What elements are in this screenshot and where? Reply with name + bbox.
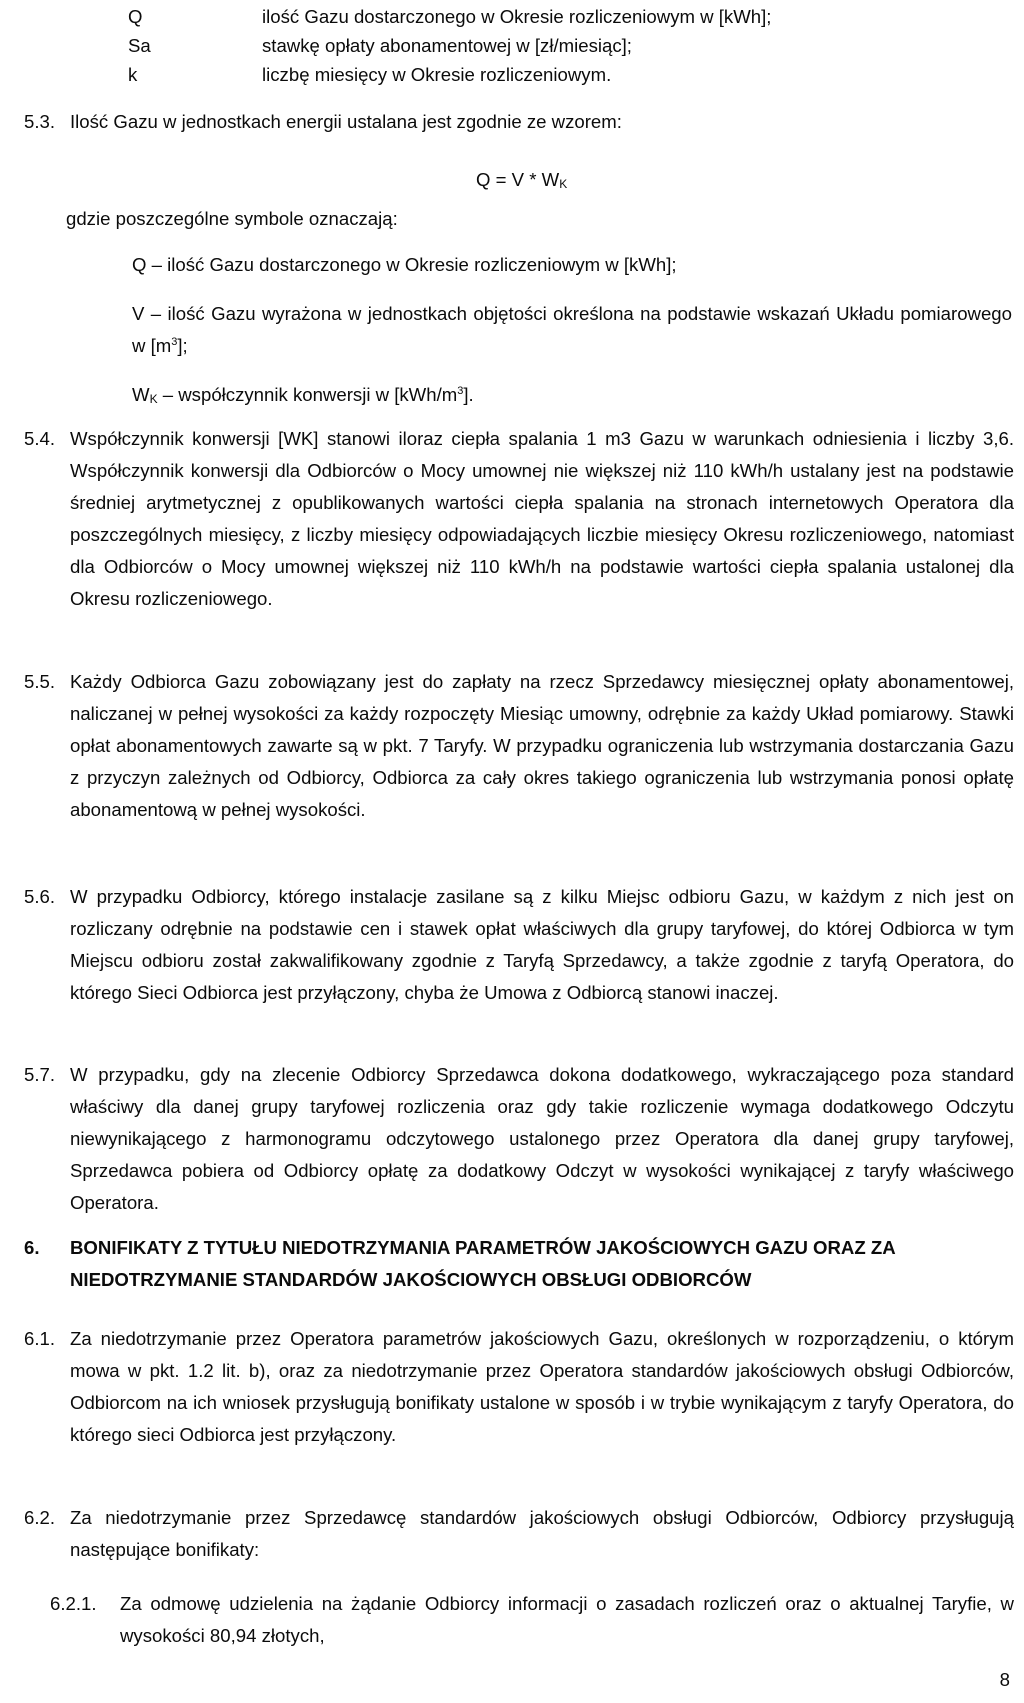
subscript: K: [149, 392, 158, 406]
paragraph-text: Za odmowę udzielenia na żądanie Odbiorcy informacji o zasadach rozliczeń oraz o aktualnej Taryfie, w wysokości 80,94 złotych,: [120, 1593, 1014, 1646]
definition-wk-end: ].: [463, 384, 474, 405]
formula-main: Q = V * W: [476, 169, 560, 190]
paragraph-6-2-1: [50, 1588, 1014, 1652]
paragraph-text: Każdy Odbiorca Gazu zobowiązany jest do zapłaty na rzecz Sprzedawcy miesięcznej opłaty abonamentowej, naliczanej w pełnej wysokości za każdy rozpoczęty Miesiąc umowny, odrębnie za każdy Układ pomiarowy. Stawki opłat abonamentowych zawarte są w pkt. 7 Taryfy. W przypadku ograniczenia lub wstrzymania dostarczania Gazu z przyczyn zależnych od Odbiorcy, Odbiorca za cały okres takiego ograniczenia lub wstrzymania ponosi opłatę abonamentową w pełnej wysokości.: [70, 671, 1014, 820]
paragraph-5-6: [24, 881, 1014, 1009]
legend-description: liczbę miesięcy w Okresie rozliczeniowym.: [262, 64, 612, 85]
paragraph-number: 5.6.: [24, 886, 56, 907]
section-6-heading: [24, 1232, 1014, 1296]
definition-v: [132, 298, 1012, 362]
formula-subscript: K: [559, 177, 568, 191]
paragraph-text: Ilość Gazu w jednostkach energii ustalana jest zgodnie ze wzorem:: [70, 111, 622, 132]
section-number: 6.: [24, 1237, 40, 1258]
definition-q: Q – ilość Gazu dostarczonego w Okresie rozliczeniowym w [kWh];: [132, 254, 677, 275]
legend-row: [0, 2, 1024, 31]
legend-description: ilość Gazu dostarczonego w Okresie rozliczeniowym w [kWh];: [262, 6, 772, 27]
paragraph-text: Za niedotrzymanie przez Operatora parametrów jakościowych Gazu, określonych w rozporządzeniu, o którym mowa w pkt. 1.2 lit. b), oraz za niedotrzymanie przez Operatora standardów jakościowych obsługi Odbiorców, Odbiorcom na ich wniosek przysługują bonifikaty ustalone w sposób i w trybie wynikającym z taryfy Operatora, do którego sieci Odbiorca jest przyłączony.: [70, 1328, 1014, 1445]
paragraph-text: W przypadku Odbiorcy, którego instalacje zasilane są z kilku Miejsc odbioru Gazu, w każdym z nich jest on rozliczany odrębnie na podstawie cen i stawek opłat właściwych dla grupy taryfowej, do której Odbiorca w tym Miejscu odbioru został zakwalifikowany zgodnie z Taryfą Sprzedawcy, a także zgodnie z taryfą Operatora, do którego Sieci Odbiorca jest przyłączony, chyba że Umowa z Odbiorcą stanowi inaczej.: [70, 886, 1014, 1003]
definition-wk: [132, 379, 1012, 411]
paragraph-5-3: [24, 106, 1014, 138]
paragraph-number: 5.4.: [24, 428, 56, 449]
definition-wk-text: – współczynnik konwersji w [kWh/m: [157, 384, 458, 405]
definition-v-text: V – ilość Gazu wyrażona w jednostkach objętości określona na podstawie wskazań Układu pomiarowego w [m: [132, 303, 1012, 356]
paragraph-text: W przypadku, gdy na zlecenie Odbiorcy Sprzedawca dokona dodatkowego, wykraczającego poza standard właściwy dla danej grupy taryfowej rozliczenia oraz gdy takie rozliczenie wymaga dodatkowego Odczytu niewynikającego z harmonogramu odczytowego ustalonego przez Operatora dla danej grupy taryfowej, Sprzedawca pobiera od Odbiorcy opłatę za dodatkowy Odczyt w wysokości wynikającej z taryfy właściwego Operatora.: [70, 1064, 1014, 1213]
legend-description: stawkę opłaty abonamentowej w [zł/miesiąc];: [262, 35, 632, 56]
paragraph-text: Współczynnik konwersji [WK] stanowi iloraz ciepła spalania 1 m3 Gazu w warunkach odniesienia i liczby 3,6. Współczynnik konwersji dla Odbiorców o Mocy umownej nie większej niż 110 kWh/h ustalany jest na podstawie średniej arytmetycznej z opublikowanych wartości ciepła spalania na stronach internetowych Operatora dla poszczególnych miesięcy, z liczby miesięcy odpowiadających liczbie miesięcy Okresu rozliczeniowego, natomiast dla Odbiorców o Mocy umownej większej niż 110 kWh/h na podstawie wartości ciepła spalania ustalonej dla Okresu rozliczeniowego.: [70, 428, 1014, 609]
paragraph-6-1: [24, 1323, 1014, 1451]
paragraph-number: 6.2.: [24, 1507, 56, 1528]
legend-row: [0, 31, 1024, 60]
formula: [476, 164, 567, 196]
superscript: 3: [171, 335, 178, 348]
definition-wk-symbol: W: [132, 384, 150, 405]
symbol-legend: [0, 2, 1024, 89]
paragraph-number: 6.1.: [24, 1328, 56, 1349]
page-number: 8: [999, 1669, 1010, 1690]
legend-row: [0, 60, 1024, 89]
legend-symbol: k: [128, 64, 138, 85]
paragraph-number: 5.5.: [24, 671, 56, 692]
section-title: BONIFIKATY Z TYTUŁU NIEDOTRZYMANIA PARAMETRÓW JAKOŚCIOWYCH GAZU ORAZ ZA NIEDOTRZYMANIE STANDARDÓW JAKOŚCIOWYCH OBSŁUGI ODBIORCÓW: [70, 1237, 895, 1290]
superscript: 3: [457, 385, 464, 397]
symbols-intro: gdzie poszczególne symbole oznaczają:: [66, 208, 398, 229]
paragraph-5-4: [24, 423, 1014, 615]
paragraph-6-2: [24, 1502, 1014, 1566]
paragraph-number: 5.3.: [24, 111, 56, 132]
legend-symbol: Q: [128, 6, 143, 27]
definition-v-end: ];: [177, 334, 188, 356]
paragraph-text: Za niedotrzymanie przez Sprzedawcę standardów jakościowych obsługi Odbiorców, Odbiorcy przysługują następujące bonifikaty:: [70, 1507, 1014, 1560]
paragraph-number: 5.7.: [24, 1064, 56, 1085]
paragraph-5-5: [24, 666, 1014, 826]
paragraph-5-7: [24, 1059, 1014, 1219]
legend-symbol: Sa: [128, 35, 151, 56]
paragraph-number: 6.2.1.: [50, 1593, 97, 1614]
